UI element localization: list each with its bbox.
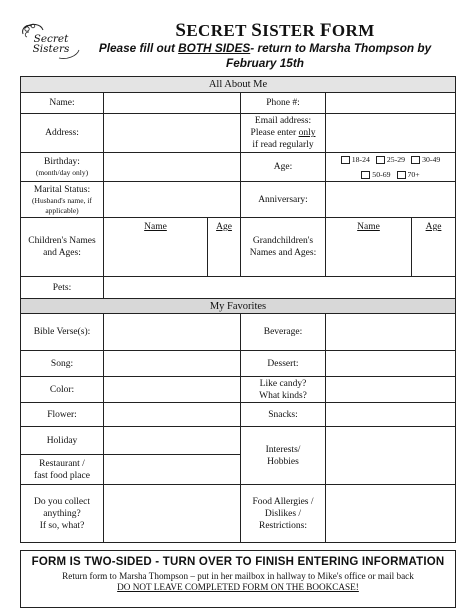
row-flower-snacks <box>21 403 455 427</box>
row-bible-beverage <box>21 314 455 351</box>
row-birthday-age <box>21 153 455 182</box>
birthday-hint: (month/day only) <box>35 168 89 177</box>
dessert-label: Dessert: <box>241 351 326 376</box>
anniversary-field[interactable] <box>326 182 455 217</box>
age-option-label: 70+ <box>407 169 420 179</box>
candy-label-line: Like candy? <box>259 378 307 389</box>
restaurant-label <box>21 455 103 484</box>
footer-title: FORM IS TWO-SIDED - TURN OVER TO FINISH ENTERING INFORMATION <box>31 556 445 568</box>
footer-notice <box>20 550 456 608</box>
holiday-restaurant-labels <box>21 427 104 484</box>
subtitle-deadline: February 15th <box>225 56 305 70</box>
checkbox-icon[interactable] <box>361 171 370 179</box>
row-pets <box>21 277 455 298</box>
anniversary-label: Anniversary: <box>241 182 326 217</box>
pets-label: Pets: <box>21 277 104 298</box>
holiday-restaurant-fields <box>104 427 241 484</box>
row-address-email <box>21 114 455 153</box>
subtitle-emphasis: BOTH SIDES <box>178 41 251 55</box>
title-part: S <box>175 20 187 41</box>
email-label-line: Email address: <box>254 116 312 126</box>
allergies-field[interactable] <box>326 485 455 542</box>
title-part: F <box>319 20 332 41</box>
checkbox-icon[interactable] <box>397 171 406 179</box>
children-table <box>104 218 241 276</box>
title-part: ISTER <box>262 21 320 40</box>
age-option-label: 30-49 <box>422 154 441 164</box>
grandchildren-label: Grandchildren's Names and Ages: <box>241 218 326 276</box>
beverage-label: Beverage: <box>241 314 326 350</box>
snacks-label: Snacks: <box>241 403 326 426</box>
allergies-label-line: Dislikes / <box>264 508 302 519</box>
age-option[interactable] <box>341 154 370 166</box>
age-option-label: 25-29 <box>386 154 406 164</box>
interests-field[interactable] <box>326 427 455 484</box>
age-label: Age: <box>241 153 326 181</box>
song-label: Song: <box>21 351 104 376</box>
flower-label: Flower: <box>21 403 104 426</box>
age-option[interactable] <box>376 154 405 166</box>
children-name-col[interactable]: Name <box>104 218 208 276</box>
beverage-field[interactable] <box>326 314 455 350</box>
holiday-field[interactable] <box>104 427 240 455</box>
row-marital-anniversary <box>21 182 455 218</box>
row-collect-allergies <box>21 485 455 542</box>
marital-label <box>21 182 104 217</box>
allergies-label-line: Restrictions: <box>258 520 308 531</box>
restaurant-label-line: Restaurant / <box>39 458 85 469</box>
name-label: Name: <box>21 93 104 113</box>
footer-instructions: Return form to Marsha Thompson – put in her mailbox in hallway to Mike's office or mail back <box>62 571 414 581</box>
interests-label <box>241 427 326 484</box>
age-option[interactable] <box>361 169 390 181</box>
collect-label-line: anything? <box>43 508 81 519</box>
marital-label-text: Marital Status: <box>33 184 91 195</box>
age-option[interactable] <box>397 169 420 181</box>
page-title <box>150 20 400 42</box>
marital-hint: (Husband's name, if applicable) <box>32 195 92 215</box>
grandchildren-age-col[interactable]: Age <box>425 222 442 232</box>
subtitle <box>90 41 440 71</box>
collect-field[interactable] <box>104 485 241 542</box>
row-children <box>21 218 455 277</box>
email-field[interactable] <box>326 114 455 152</box>
footer-warning: DO NOT LEAVE COMPLETED FORM ON THE BOOKCASE! <box>117 582 359 592</box>
collect-label <box>21 485 104 542</box>
color-field[interactable] <box>104 377 241 402</box>
sister-form <box>20 76 456 543</box>
phone-label: Phone #: <box>241 93 326 113</box>
row-color-candy <box>21 377 455 403</box>
birthday-label-text: Birthday: <box>44 157 80 167</box>
subtitle-part: - return to Marsha Thompson by <box>250 41 432 55</box>
email-label <box>241 114 326 152</box>
row-name-phone <box>21 93 455 114</box>
candy-field[interactable] <box>326 377 455 402</box>
checkbox-icon[interactable] <box>411 156 420 164</box>
collect-label-line: If so, what? <box>39 520 85 531</box>
allergies-label-line: Food Allergies / <box>252 496 314 507</box>
age-option-label: 50-69 <box>372 169 391 179</box>
row-holiday-interests <box>21 427 455 485</box>
section-about: All About Me <box>21 77 455 93</box>
interests-label-line: Interests/ <box>265 444 301 455</box>
checkbox-icon[interactable] <box>341 156 350 164</box>
flower-field[interactable] <box>104 403 241 426</box>
address-label: Address: <box>21 114 104 152</box>
logo-line-1: Secret <box>33 33 69 45</box>
restaurant-label-line: fast food place <box>34 470 90 481</box>
interests-label-line: Hobbies <box>267 456 299 467</box>
phone-field[interactable] <box>326 93 455 113</box>
secret-sisters-logo <box>19 20 83 62</box>
holiday-label: Holiday <box>21 427 103 455</box>
subtitle-part: Please fill out <box>98 41 179 55</box>
age-options <box>326 153 455 181</box>
song-field[interactable] <box>104 351 241 376</box>
section-favorites: My Favorites <box>21 298 455 314</box>
candy-label-line: What kinds? <box>259 390 307 401</box>
row-song-dessert <box>21 351 455 377</box>
address-field[interactable] <box>104 114 241 152</box>
birthday-label <box>21 153 104 181</box>
children-label: Children's Names and Ages: <box>21 218 104 276</box>
grandchildren-table <box>326 218 455 276</box>
candy-label <box>241 377 326 402</box>
snacks-field[interactable] <box>326 403 455 426</box>
allergies-label <box>241 485 326 542</box>
email-label-line: Please enter <box>250 128 299 138</box>
birthday-field[interactable] <box>104 153 241 181</box>
title-part: S <box>251 20 263 41</box>
bible-field[interactable] <box>104 314 241 350</box>
pets-field[interactable] <box>104 277 455 298</box>
logo-line-2: Sisters <box>32 43 70 55</box>
color-label: Color: <box>21 377 104 402</box>
bible-label: Bible Verse(s): <box>21 314 104 350</box>
dessert-field[interactable] <box>326 351 455 376</box>
email-label-line: if read regularly <box>252 140 314 150</box>
checkbox-icon[interactable] <box>376 156 385 164</box>
title-part: ORM <box>331 21 375 40</box>
name-field[interactable] <box>104 93 241 113</box>
title-part: ECRET <box>186 21 252 40</box>
grandchildren-name-col[interactable]: Name <box>326 218 412 276</box>
children-age-col[interactable]: Age <box>216 222 232 232</box>
email-label-emphasis: only <box>298 128 316 138</box>
age-option[interactable] <box>411 154 440 166</box>
marital-field[interactable] <box>104 182 241 217</box>
collect-label-line: Do you collect <box>34 496 90 507</box>
age-option-label: 18-24 <box>351 154 370 164</box>
restaurant-field[interactable] <box>104 455 240 484</box>
